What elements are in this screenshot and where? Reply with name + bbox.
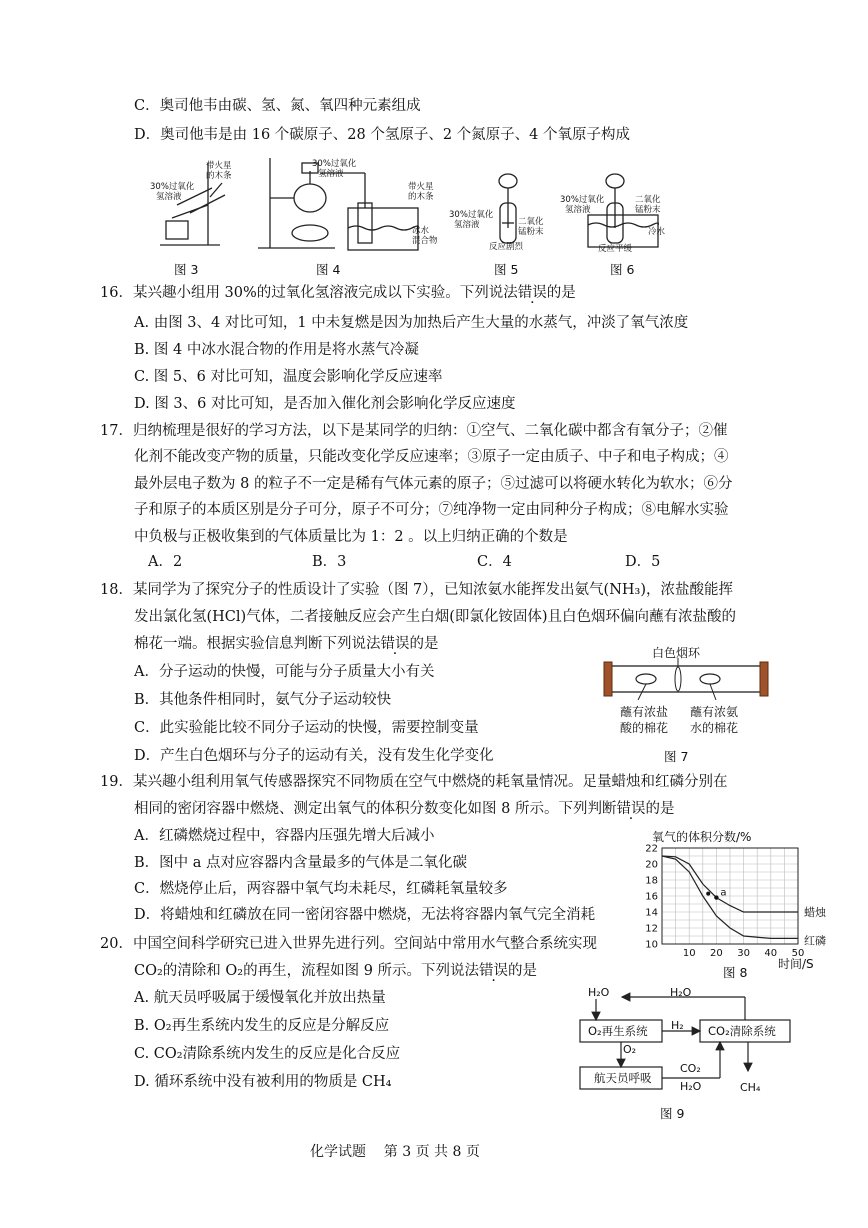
fig3-label-1: 带火星 <box>206 161 232 171</box>
q16-stem <box>100 283 576 303</box>
point-marker <box>706 892 710 896</box>
fig7-tube <box>598 658 773 700</box>
y-tick-label: 10 <box>645 939 658 951</box>
q19-option-c: C．燃烧停止后，两容器中氧气均未耗尽，红磷耗氧量较多 <box>134 881 508 897</box>
q19-option-d: D．将蜡烛和红磷放在同一密闭容器中燃烧，无法将容器内氧气完全消耗 <box>134 907 596 923</box>
q18-option-c: C．此实验能比较不同分子运动的快慢，需要控制变量 <box>134 720 479 736</box>
fig9-co2-label: CO₂ <box>680 1062 701 1075</box>
fig6-label-5: 冷水 <box>648 227 666 237</box>
y-tick-label: 22 <box>645 843 658 855</box>
y-tick-label: 12 <box>645 923 658 935</box>
fig9-h2o-bottom: H₂O <box>680 1080 702 1093</box>
q17-option-b: B．3 <box>312 554 347 570</box>
fig6-label-2: 氢溶液 <box>565 205 591 215</box>
q20-line-2 <box>134 961 537 981</box>
fig5-label-2: 氢溶液 <box>454 220 480 230</box>
q19-line-1: 19．某兴趣小组利用氧气传感器探究不同物质在空气中燃烧的耗氧量情况。足量蜡烛和红磷分别在 <box>100 774 728 790</box>
point-a-marker <box>714 895 718 899</box>
q20-line-2-end: 的是 <box>508 963 538 979</box>
fig5-apparatus <box>499 174 517 243</box>
fig5-label-4: 锰粉末 <box>518 227 544 237</box>
y-tick-label: 20 <box>645 859 658 871</box>
q17-line-5: 中负极与正极收集到的气体质量比为 1：2 。以上归纳正确的个数是 <box>134 529 568 545</box>
fig4-label-5: 冰水 <box>412 226 430 236</box>
fig5-label-5: 反应剧烈 <box>489 242 524 252</box>
fig4-label-1: 30%过氧化 <box>312 159 357 169</box>
q15-option-d: D．奥司他韦是由 16 个碳原子、28 个氢原子、2 个氮原子、4 个氧原子构成 <box>134 127 631 143</box>
fig9-ch4-label: CH₄ <box>740 1081 761 1094</box>
fig9-h2o-left: H₂O <box>588 986 610 999</box>
q16-stem-emphasis: 错误 <box>517 285 547 301</box>
chart-ylabel: 氧气的体积分数/% <box>652 830 752 844</box>
fig9-o2-label: O₂ <box>623 1043 637 1056</box>
fig7-caption: 图 7 <box>664 749 689 764</box>
fig9-astronaut-box: 航天员呼吸 <box>594 1071 652 1085</box>
q20-option-c: C. CO₂清除系统内发生的反应是化合反应 <box>134 1046 401 1062</box>
q20-option-b: B. O₂再生系统内发生的反应是分解反应 <box>134 1018 390 1034</box>
y-tick-label: 16 <box>645 891 658 903</box>
chart-xlabel: 时间/S <box>778 957 814 971</box>
q20-option-d: D. 循环系统中没有被利用的物质是 CH₄ <box>134 1074 392 1090</box>
fig4-label-6: 混合物 <box>412 236 438 246</box>
q18-stem-emphasis: 错误 <box>380 636 410 652</box>
fig3-label-2: 的木条 <box>206 171 232 181</box>
q16-option-c: C. 图 5、6 对比可知，温度会影响化学反应速率 <box>134 369 443 385</box>
fig9-h2o-top: H₂O <box>670 986 692 999</box>
q20-option-a: A. 航天员呼吸属于缓慢氧化并放出热量 <box>134 990 386 1006</box>
fig3-caption: 图 3 <box>174 262 199 277</box>
fig8-chart <box>640 842 830 970</box>
x-tick-label: 20 <box>710 948 723 959</box>
q18-line-3 <box>134 634 439 654</box>
y-tick-label: 18 <box>645 875 658 887</box>
fig5-label-1: 30%过氧化 <box>449 210 494 220</box>
fig9-co2-removal-box: CO₂清除系统 <box>708 1024 776 1038</box>
q17-line-1: 17．归纳梳理是很好的学习方法，以下是某同学的归纳：①空气、二氧化碳中都含有氧分子；②催 <box>100 423 728 439</box>
fig9-o2-regen-box: O₂再生系统 <box>588 1024 648 1038</box>
fig4-caption: 图 4 <box>316 262 341 277</box>
q18-line-3-end: 的是 <box>409 636 439 652</box>
fig5-caption: 图 5 <box>494 262 519 277</box>
fig7-left-label-1: 蘸有浓盐 <box>620 705 669 719</box>
fig4-label-3: 带火星 <box>408 182 434 192</box>
fig7-right-label-2: 水的棉花 <box>690 721 739 735</box>
q16-stem-text: 16．某兴趣小组用 30%的过氧化氢溶液完成以下实验。下列说法 <box>100 285 518 301</box>
fig7-right-label-1: 蘸有浓氨 <box>690 705 739 719</box>
fig6-label-3: 二氧化 <box>635 195 661 205</box>
q16-option-a: A. 由图 3、4 对比可知，1 中未复燃是因为加热后产生大量的水蒸气，冲淡了氧气浓度 <box>134 315 689 331</box>
y-tick-label: 14 <box>645 907 658 919</box>
q19-line-2-end: 的是 <box>645 801 675 817</box>
fig3-label-4: 氢溶液 <box>156 192 182 202</box>
q16-option-d: D. 图 3、6 对比可知，是否加入催化剂会影响化学反应速度 <box>134 396 516 412</box>
fig6-label-1: 30%过氧化 <box>560 195 605 205</box>
page-footer: 化学试题 第 3 页 共 8 页 <box>310 1144 480 1160</box>
q17-line-3: 最外层电子数为 8 的粒子不一定是稀有气体元素的原子；⑤过滤可以将硬水转化为软水；⑥分 <box>134 476 733 492</box>
q17-line-4: 子和原子的本质区别是分子可分，原子不可分；⑦纯净物一定由同种分子构成；⑧电解水实验 <box>134 502 729 518</box>
point-a-label: a <box>720 887 727 899</box>
fig4-label-2: 氢溶液 <box>318 169 344 179</box>
q20-line-2-text: CO₂的清除和 O₂的再生，流程如图 9 所示。下列说法 <box>134 963 480 979</box>
fig3-label-3: 30%过氧化 <box>150 182 195 192</box>
q19-stem-emphasis: 错误 <box>616 801 646 817</box>
fig8-caption: 图 8 <box>723 965 748 980</box>
fig5-label-3: 二氧化 <box>518 217 544 227</box>
q20-stem-emphasis: 错误 <box>479 963 509 979</box>
q18-option-d: D．产生白色烟环与分子的运动有关，没有发生化学变化 <box>134 748 494 764</box>
x-tick-label: 10 <box>682 948 696 959</box>
fig9-h2-label: H₂ <box>671 1019 684 1032</box>
q17-option-c: C．4 <box>477 554 512 570</box>
q19-line-2 <box>134 799 674 819</box>
fig4-label-4: 的木条 <box>408 192 434 202</box>
fig9-caption: 图 9 <box>660 1106 685 1121</box>
q17-option-d: D．5 <box>625 554 661 570</box>
fig6-caption: 图 6 <box>610 262 635 277</box>
fig6-label-6: 反应平缓 <box>598 244 633 254</box>
q15-option-c: C．奥司他韦由碳、氢、氮、氧四种元素组成 <box>134 98 421 114</box>
q18-line-3-text: 棉花一端。根据实验信息判断下列说法 <box>134 636 381 652</box>
x-tick-label: 50 <box>791 948 805 959</box>
q17-option-a: A．2 <box>148 554 183 570</box>
q18-line-1: 18．某同学为了探究分子的性质设计了实验（图 7），已知浓氨水能挥发出氨气(NH₃)，浓盐酸能挥 <box>100 582 733 598</box>
q20-line-1: 20．中国空间科学研究已进入世界先进行列。空间站中常用水气整合系统实现 <box>100 936 597 952</box>
q16-stem-end: 的是 <box>546 285 576 301</box>
q18-option-b: B．其他条件相同时，氨气分子运动较快 <box>134 692 392 708</box>
q19-line-2-text: 相同的密闭容器中燃烧、测定出氧气的体积分数变化如图 8 所示。下列判断 <box>134 801 617 817</box>
series-label-candle: 蜡烛 <box>804 906 826 919</box>
x-tick-label: 30 <box>737 948 750 959</box>
q18-line-2: 发出氯化氢(HCl)气体，二者接触反应会产生白烟(即氯化铵固体)且白色烟环偏向蘸有浓盐酸的 <box>134 609 737 625</box>
series-label-phosphorus: 红磷 <box>804 934 826 948</box>
q19-option-a: A．红磷燃烧过程中，容器内压强先增大后减小 <box>134 828 435 844</box>
q16-option-b: B. 图 4 中冰水混合物的作用是将水蒸气冷凝 <box>134 342 419 358</box>
q18-option-a: A．分子运动的快慢，可能与分子质量大小有关 <box>134 664 435 680</box>
q19-option-b: B．图中 a 点对应容器内含量最多的气体是二氧化碳 <box>134 855 468 871</box>
fig7-ring-label: 白色烟环 <box>652 646 701 660</box>
fig7-left-label-2: 酸的棉花 <box>620 721 669 735</box>
x-tick-label: 40 <box>764 948 778 959</box>
q17-line-2: 化剂不能改变产物的质量，只能改变化学反应速率；③原子一定由质子、中子和电子构成；④ <box>134 449 729 465</box>
fig6-label-4: 锰粉末 <box>635 205 661 215</box>
